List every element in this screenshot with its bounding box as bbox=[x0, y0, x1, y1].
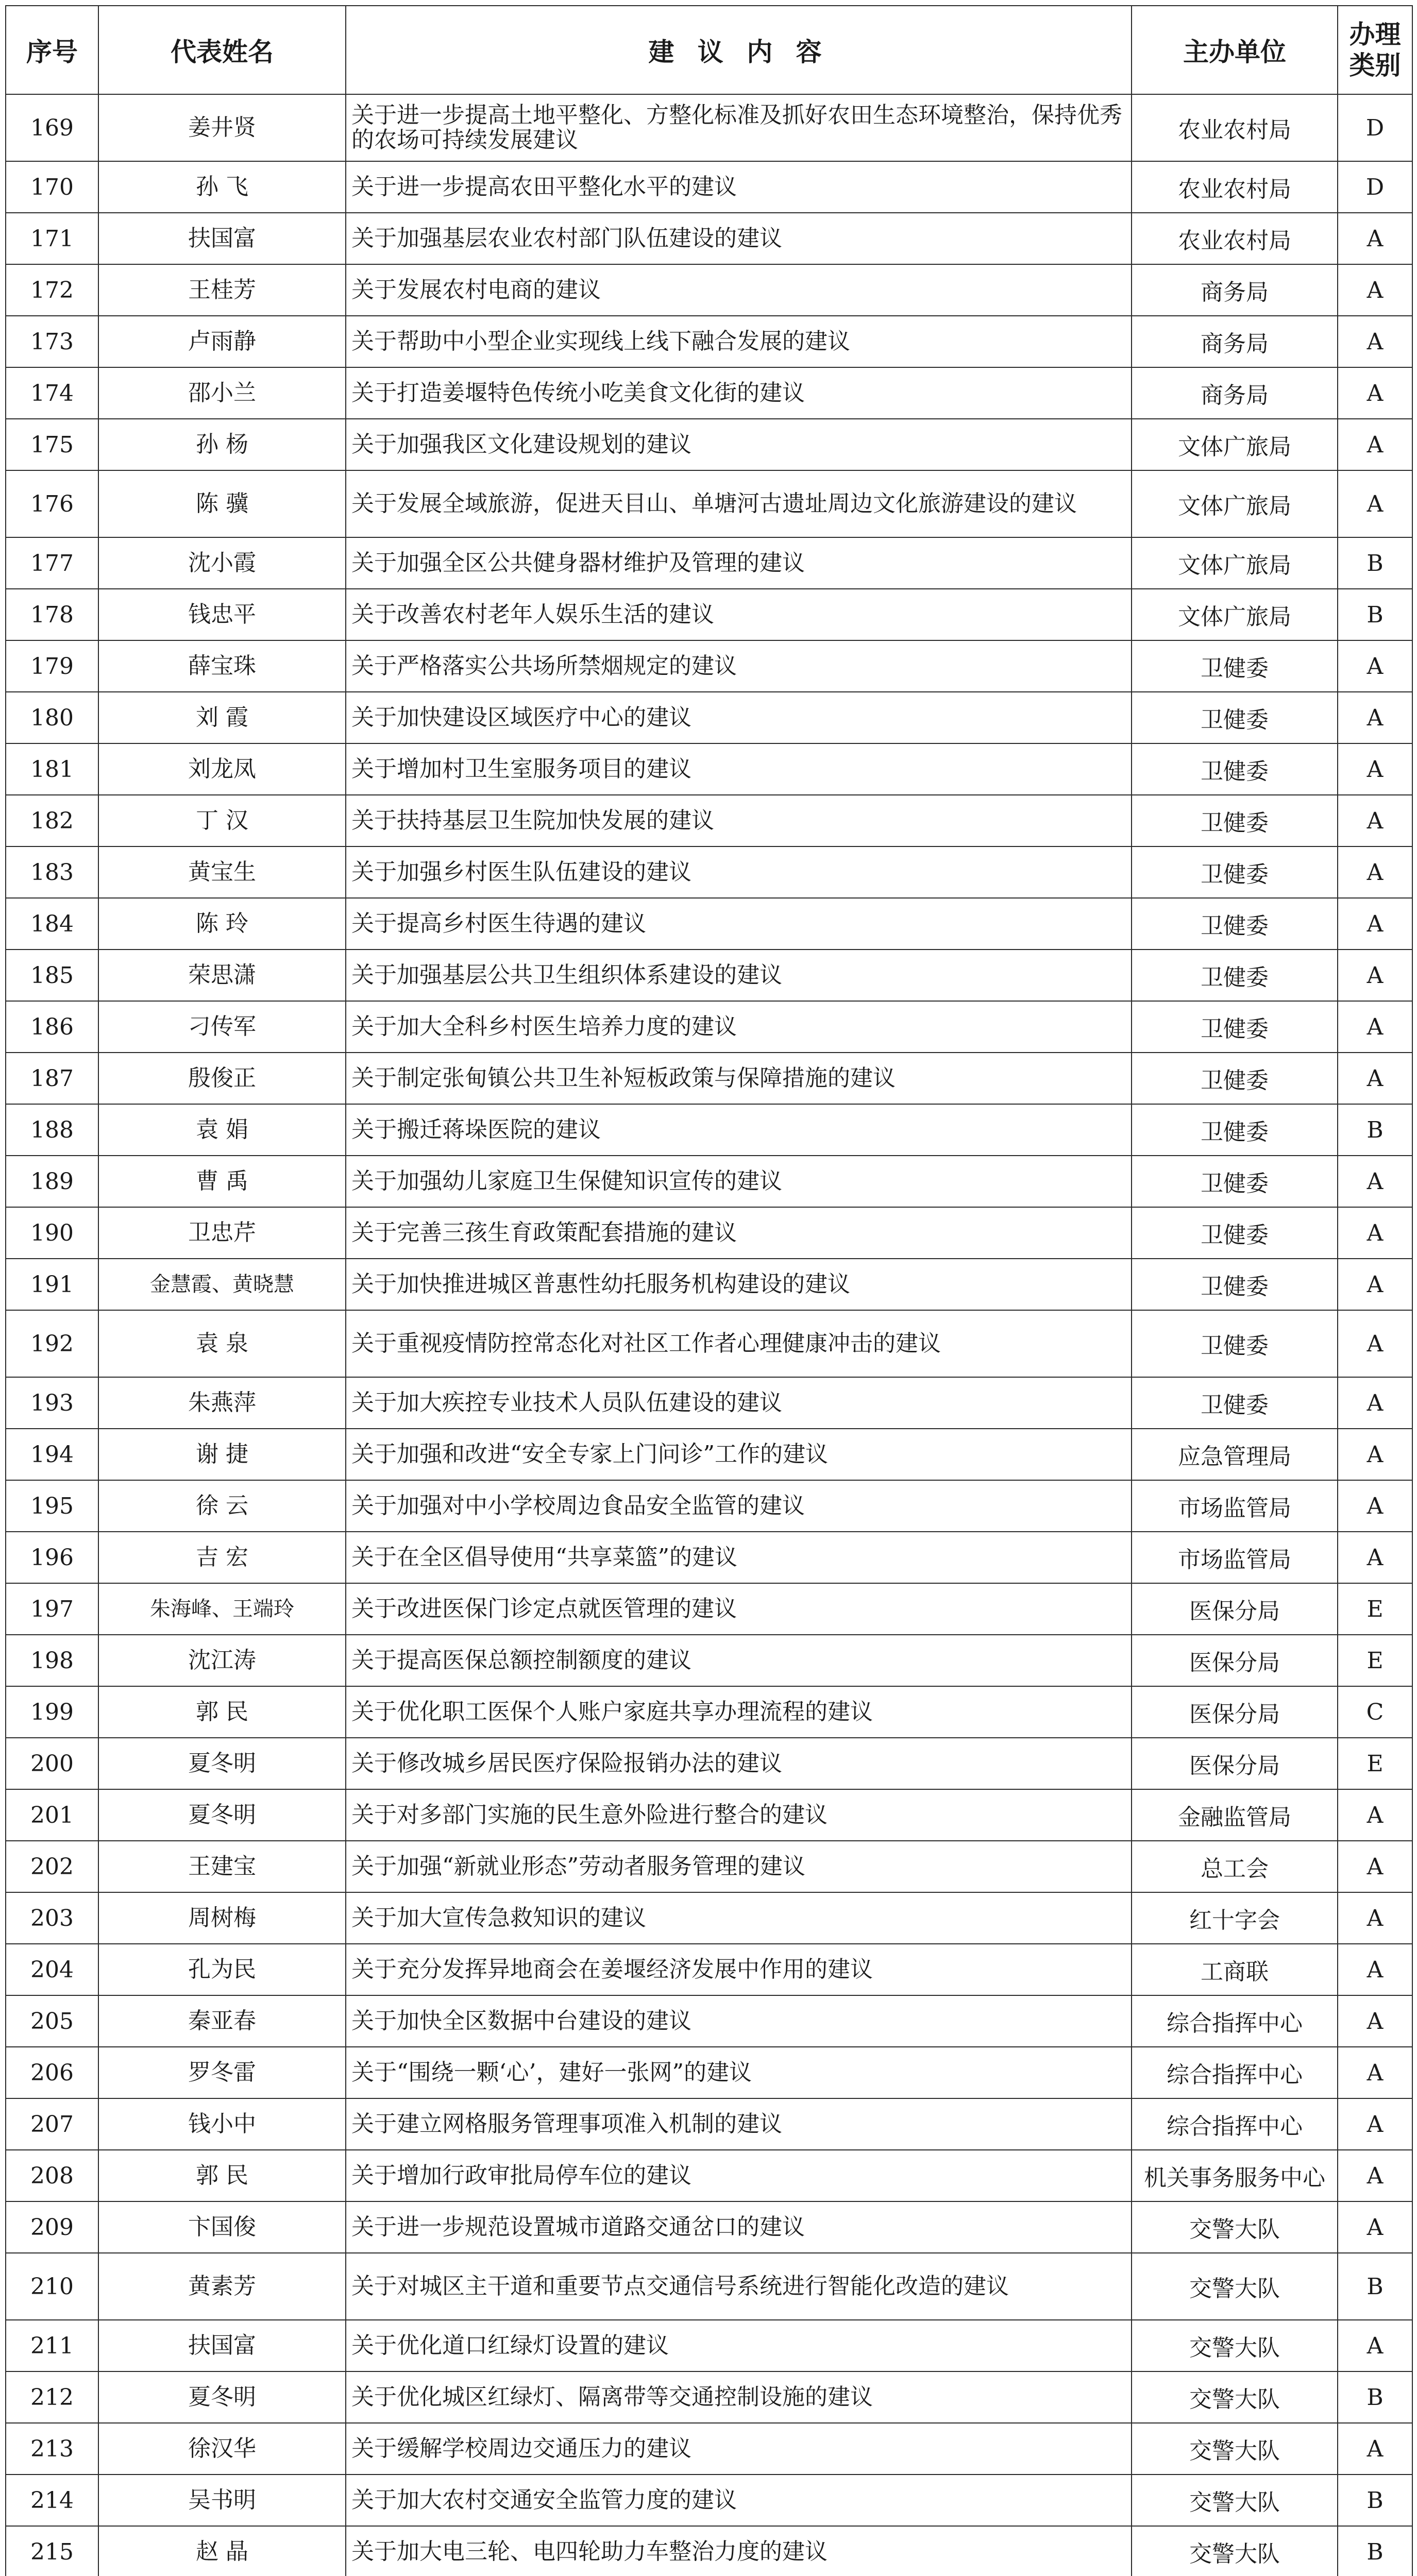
suggestion-title: 关于制定张甸镇公共卫生补短板政策与保障措施的建议 bbox=[346, 1053, 1132, 1104]
host-unit: 医保分局 bbox=[1132, 1583, 1338, 1635]
suggestion-title: 关于加大农村交通安全监管力度的建议 bbox=[346, 2475, 1132, 2526]
table-row bbox=[6, 2150, 1412, 2201]
representative-name: 夏冬明 bbox=[98, 1738, 346, 1789]
suggestion-title: 关于优化职工医保个人账户家庭共享办理流程的建议 bbox=[346, 1686, 1132, 1738]
row-number: 202 bbox=[6, 1841, 98, 1892]
row-number: 177 bbox=[6, 537, 98, 589]
suggestion-table bbox=[5, 5, 1413, 2576]
row-number: 213 bbox=[6, 2423, 98, 2475]
host-unit: 卫健委 bbox=[1132, 795, 1338, 846]
handling-category: A bbox=[1338, 1310, 1412, 1377]
suggestion-title: 关于提高乡村医生待遇的建议 bbox=[346, 898, 1132, 950]
host-unit: 医保分局 bbox=[1132, 1738, 1338, 1789]
suggestion-title: 关于加强基层农业农村部门队伍建设的建议 bbox=[346, 213, 1132, 264]
suggestion-title: 关于增加村卫生室服务项目的建议 bbox=[346, 743, 1132, 795]
representative-name: 沈江涛 bbox=[98, 1635, 346, 1686]
host-unit: 农业农村局 bbox=[1132, 161, 1338, 213]
table-row bbox=[6, 1532, 1412, 1583]
row-number: 192 bbox=[6, 1310, 98, 1377]
suggestion-title: 关于打造姜堰特色传统小吃美食文化街的建议 bbox=[346, 367, 1132, 419]
representative-name: 丁 汉 bbox=[98, 795, 346, 846]
host-unit: 金融监管局 bbox=[1132, 1789, 1338, 1841]
table-row bbox=[6, 1738, 1412, 1789]
handling-category: A bbox=[1338, 2423, 1412, 2475]
table-row bbox=[6, 846, 1412, 898]
table-row bbox=[6, 2320, 1412, 2371]
table-row bbox=[6, 2423, 1412, 2475]
host-unit: 综合指挥中心 bbox=[1132, 1995, 1338, 2047]
table-row bbox=[6, 161, 1412, 213]
handling-category: A bbox=[1338, 2320, 1412, 2371]
row-number: 208 bbox=[6, 2150, 98, 2201]
table-row bbox=[6, 537, 1412, 589]
suggestion-title: 关于严格落实公共场所禁烟规定的建议 bbox=[346, 640, 1132, 692]
row-number: 203 bbox=[6, 1892, 98, 1944]
suggestion-title: 关于进一步提高土地平整化、方整化标准及抓好农田生态环境整治，保持优秀的农场可持续发展建议 bbox=[346, 94, 1132, 161]
table-row bbox=[6, 1944, 1412, 1995]
handling-category: A bbox=[1338, 1789, 1412, 1841]
host-unit: 工商联 bbox=[1132, 1944, 1338, 1995]
representative-name: 扶国富 bbox=[98, 2320, 346, 2371]
representative-name: 朱燕萍 bbox=[98, 1377, 346, 1429]
table-row bbox=[6, 1635, 1412, 1686]
table-row bbox=[6, 692, 1412, 743]
suggestion-title: 关于加强我区文化建设规划的建议 bbox=[346, 419, 1132, 470]
host-unit: 总工会 bbox=[1132, 1841, 1338, 1892]
representative-name: 夏冬明 bbox=[98, 1789, 346, 1841]
host-unit: 医保分局 bbox=[1132, 1635, 1338, 1686]
suggestion-title: 关于加强幼儿家庭卫生保健知识宣传的建议 bbox=[346, 1156, 1132, 1207]
handling-category: A bbox=[1338, 1429, 1412, 1480]
table-body bbox=[6, 94, 1412, 2576]
table-row bbox=[6, 1480, 1412, 1532]
suggestion-title: 关于加快推进城区普惠性幼托服务机构建设的建议 bbox=[346, 1259, 1132, 1310]
representative-name: 陈 骥 bbox=[98, 470, 346, 537]
table-row bbox=[6, 2201, 1412, 2253]
host-unit: 卫健委 bbox=[1132, 640, 1338, 692]
representative-name: 扶国富 bbox=[98, 213, 346, 264]
representative-name: 王桂芳 bbox=[98, 264, 346, 316]
host-unit: 医保分局 bbox=[1132, 1686, 1338, 1738]
suggestion-title: 关于缓解学校周边交通压力的建议 bbox=[346, 2423, 1132, 2475]
table-row bbox=[6, 2371, 1412, 2423]
table-row bbox=[6, 2475, 1412, 2526]
header-no: 序号 bbox=[6, 6, 98, 94]
host-unit: 卫健委 bbox=[1132, 1104, 1338, 1156]
representative-name: 郭 民 bbox=[98, 2150, 346, 2201]
table-row bbox=[6, 94, 1412, 161]
row-number: 171 bbox=[6, 213, 98, 264]
suggestion-title: 关于对多部门实施的民生意外险进行整合的建议 bbox=[346, 1789, 1132, 1841]
row-number: 169 bbox=[6, 94, 98, 161]
representative-name: 沈小霞 bbox=[98, 537, 346, 589]
host-unit: 文体广旅局 bbox=[1132, 470, 1338, 537]
suggestion-title: 关于加大宣传急救知识的建议 bbox=[346, 1892, 1132, 1944]
representative-name: 袁 泉 bbox=[98, 1310, 346, 1377]
representative-name: 邵小兰 bbox=[98, 367, 346, 419]
handling-category: A bbox=[1338, 898, 1412, 950]
row-number: 176 bbox=[6, 470, 98, 537]
handling-category: B bbox=[1338, 589, 1412, 640]
representative-name: 荣思潇 bbox=[98, 950, 346, 1001]
representative-name: 吉 宏 bbox=[98, 1532, 346, 1583]
host-unit: 交警大队 bbox=[1132, 2371, 1338, 2423]
representative-name: 孙 飞 bbox=[98, 161, 346, 213]
host-unit: 文体广旅局 bbox=[1132, 589, 1338, 640]
row-number: 210 bbox=[6, 2253, 98, 2320]
suggestion-title: 关于在全区倡导使用“共享菜篮”的建议 bbox=[346, 1532, 1132, 1583]
representative-name: 徐 云 bbox=[98, 1480, 346, 1532]
table-row bbox=[6, 640, 1412, 692]
header-type bbox=[1338, 6, 1412, 94]
table-row bbox=[6, 2047, 1412, 2098]
host-unit: 商务局 bbox=[1132, 264, 1338, 316]
host-unit: 综合指挥中心 bbox=[1132, 2098, 1338, 2150]
row-number: 209 bbox=[6, 2201, 98, 2253]
suggestion-title: 关于搬迁蒋垛医院的建议 bbox=[346, 1104, 1132, 1156]
representative-name: 袁 娟 bbox=[98, 1104, 346, 1156]
suggestion-title: 关于“围绕一颗‘心’，建好一张网”的建议 bbox=[346, 2047, 1132, 2098]
row-number: 215 bbox=[6, 2526, 98, 2576]
row-number: 205 bbox=[6, 1995, 98, 2047]
row-number: 201 bbox=[6, 1789, 98, 1841]
host-unit: 交警大队 bbox=[1132, 2526, 1338, 2576]
host-unit: 交警大队 bbox=[1132, 2475, 1338, 2526]
handling-category: A bbox=[1338, 1259, 1412, 1310]
representative-name: 郭 民 bbox=[98, 1686, 346, 1738]
host-unit: 卫健委 bbox=[1132, 743, 1338, 795]
representative-name: 姜井贤 bbox=[98, 94, 346, 161]
suggestion-title: 关于扶持基层卫生院加快发展的建议 bbox=[346, 795, 1132, 846]
header-unit: 主办单位 bbox=[1132, 6, 1338, 94]
handling-category: A bbox=[1338, 692, 1412, 743]
header-content: 建 议 内 容 bbox=[346, 6, 1132, 94]
representative-name: 曹 禹 bbox=[98, 1156, 346, 1207]
table-row bbox=[6, 1892, 1412, 1944]
suggestion-title: 关于加强对中小学校周边食品安全监管的建议 bbox=[346, 1480, 1132, 1532]
row-number: 184 bbox=[6, 898, 98, 950]
handling-category: C bbox=[1338, 1686, 1412, 1738]
handling-category: A bbox=[1338, 846, 1412, 898]
handling-category: A bbox=[1338, 1944, 1412, 1995]
table-row bbox=[6, 1104, 1412, 1156]
representative-name: 罗冬雷 bbox=[98, 2047, 346, 2098]
suggestion-title: 关于发展全域旅游，促进天目山、单塘河古遗址周边文化旅游建设的建议 bbox=[346, 470, 1132, 537]
handling-category: A bbox=[1338, 1995, 1412, 2047]
handling-category: B bbox=[1338, 537, 1412, 589]
host-unit: 商务局 bbox=[1132, 367, 1338, 419]
table-row bbox=[6, 1686, 1412, 1738]
handling-category: A bbox=[1338, 1207, 1412, 1259]
handling-category: A bbox=[1338, 2150, 1412, 2201]
suggestion-title: 关于重视疫情防控常态化对社区工作者心理健康冲击的建议 bbox=[346, 1310, 1132, 1377]
row-number: 194 bbox=[6, 1429, 98, 1480]
representative-name: 刘 霞 bbox=[98, 692, 346, 743]
representative-name: 孙 杨 bbox=[98, 419, 346, 470]
row-number: 174 bbox=[6, 367, 98, 419]
host-unit: 市场监管局 bbox=[1132, 1480, 1338, 1532]
representative-name: 刘龙凤 bbox=[98, 743, 346, 795]
row-number: 191 bbox=[6, 1259, 98, 1310]
host-unit: 交警大队 bbox=[1132, 2201, 1338, 2253]
suggestion-title: 关于加大疾控专业技术人员队伍建设的建议 bbox=[346, 1377, 1132, 1429]
table-row bbox=[6, 1995, 1412, 2047]
host-unit: 机关事务服务中心 bbox=[1132, 2150, 1338, 2201]
table-row bbox=[6, 213, 1412, 264]
host-unit: 农业农村局 bbox=[1132, 94, 1338, 161]
suggestion-title: 关于加大全科乡村医生培养力度的建议 bbox=[346, 1001, 1132, 1053]
table-row bbox=[6, 2098, 1412, 2150]
table-row bbox=[6, 1429, 1412, 1480]
table-row bbox=[6, 1156, 1412, 1207]
representative-name: 陈 玲 bbox=[98, 898, 346, 950]
handling-category: A bbox=[1338, 264, 1412, 316]
representative-name: 周树梅 bbox=[98, 1892, 346, 1944]
host-unit: 卫健委 bbox=[1132, 950, 1338, 1001]
row-number: 182 bbox=[6, 795, 98, 846]
suggestion-title: 关于增加行政审批局停车位的建议 bbox=[346, 2150, 1132, 2201]
representative-name: 殷俊正 bbox=[98, 1053, 346, 1104]
representative-name: 黄宝生 bbox=[98, 846, 346, 898]
handling-category: A bbox=[1338, 1892, 1412, 1944]
handling-category: D bbox=[1338, 94, 1412, 161]
handling-category: B bbox=[1338, 2371, 1412, 2423]
representative-name: 朱海峰、王端玲 bbox=[98, 1583, 346, 1635]
host-unit: 卫健委 bbox=[1132, 1377, 1338, 1429]
row-number: 204 bbox=[6, 1944, 98, 1995]
suggestion-title: 关于充分发挥异地商会在姜堰经济发展中作用的建议 bbox=[346, 1944, 1132, 1995]
representative-name: 吴书明 bbox=[98, 2475, 346, 2526]
suggestion-title: 关于提高医保总额控制额度的建议 bbox=[346, 1635, 1132, 1686]
suggestion-title: 关于加大电三轮、电四轮助力车整治力度的建议 bbox=[346, 2526, 1132, 2576]
table-row bbox=[6, 1583, 1412, 1635]
host-unit: 交警大队 bbox=[1132, 2253, 1338, 2320]
handling-category: A bbox=[1338, 1001, 1412, 1053]
table-row bbox=[6, 264, 1412, 316]
suggestion-title: 关于加强和改进“安全专家上门问诊”工作的建议 bbox=[346, 1429, 1132, 1480]
row-number: 207 bbox=[6, 2098, 98, 2150]
suggestion-title: 关于加强全区公共健身器材维护及管理的建议 bbox=[346, 537, 1132, 589]
handling-category: B bbox=[1338, 2526, 1412, 2576]
row-number: 186 bbox=[6, 1001, 98, 1053]
handling-category: B bbox=[1338, 2253, 1412, 2320]
table-row bbox=[6, 1259, 1412, 1310]
table-row bbox=[6, 1053, 1412, 1104]
host-unit: 交警大队 bbox=[1132, 2320, 1338, 2371]
suggestion-title: 关于加强乡村医生队伍建设的建议 bbox=[346, 846, 1132, 898]
representative-name: 黄素芳 bbox=[98, 2253, 346, 2320]
host-unit: 卫健委 bbox=[1132, 1310, 1338, 1377]
host-unit: 卫健委 bbox=[1132, 1156, 1338, 1207]
row-number: 195 bbox=[6, 1480, 98, 1532]
handling-category: A bbox=[1338, 1480, 1412, 1532]
handling-category: A bbox=[1338, 950, 1412, 1001]
handling-category: A bbox=[1338, 367, 1412, 419]
row-number: 181 bbox=[6, 743, 98, 795]
suggestion-title: 关于改进医保门诊定点就医管理的建议 bbox=[346, 1583, 1132, 1635]
row-number: 185 bbox=[6, 950, 98, 1001]
table-row bbox=[6, 1001, 1412, 1053]
host-unit: 卫健委 bbox=[1132, 898, 1338, 950]
table-row bbox=[6, 316, 1412, 367]
handling-category: A bbox=[1338, 1156, 1412, 1207]
suggestion-title: 关于建立网格服务管理事项准入机制的建议 bbox=[346, 2098, 1132, 2150]
table-row bbox=[6, 1789, 1412, 1841]
suggestion-title: 关于对城区主干道和重要节点交通信号系统进行智能化改造的建议 bbox=[346, 2253, 1132, 2320]
handling-category: E bbox=[1338, 1635, 1412, 1686]
host-unit: 卫健委 bbox=[1132, 1053, 1338, 1104]
suggestion-title: 关于加强“新就业形态”劳动者服务管理的建议 bbox=[346, 1841, 1132, 1892]
handling-category: A bbox=[1338, 213, 1412, 264]
handling-category: B bbox=[1338, 1104, 1412, 1156]
handling-category: A bbox=[1338, 419, 1412, 470]
representative-name: 徐汉华 bbox=[98, 2423, 346, 2475]
row-number: 179 bbox=[6, 640, 98, 692]
row-number: 193 bbox=[6, 1377, 98, 1429]
header-type-line1: 办理 bbox=[1349, 20, 1401, 49]
host-unit: 应急管理局 bbox=[1132, 1429, 1338, 1480]
table-row bbox=[6, 2526, 1412, 2576]
handling-category: B bbox=[1338, 2475, 1412, 2526]
suggestion-title: 关于修改城乡居民医疗保险报销办法的建议 bbox=[346, 1738, 1132, 1789]
handling-category: A bbox=[1338, 640, 1412, 692]
host-unit: 卫健委 bbox=[1132, 846, 1338, 898]
representative-name: 卫忠芹 bbox=[98, 1207, 346, 1259]
row-number: 206 bbox=[6, 2047, 98, 2098]
host-unit: 卫健委 bbox=[1132, 1001, 1338, 1053]
row-number: 187 bbox=[6, 1053, 98, 1104]
table-row bbox=[6, 950, 1412, 1001]
table-row bbox=[6, 743, 1412, 795]
host-unit: 商务局 bbox=[1132, 316, 1338, 367]
handling-category: A bbox=[1338, 1532, 1412, 1583]
page bbox=[5, 5, 1412, 2576]
row-number: 211 bbox=[6, 2320, 98, 2371]
handling-category: D bbox=[1338, 161, 1412, 213]
suggestion-title: 关于加快全区数据中台建设的建议 bbox=[346, 1995, 1132, 2047]
suggestion-title: 关于进一步提高农田平整化水平的建议 bbox=[346, 161, 1132, 213]
table-header bbox=[6, 6, 1412, 94]
suggestion-title: 关于优化道口红绿灯设置的建议 bbox=[346, 2320, 1132, 2371]
handling-category: A bbox=[1338, 2098, 1412, 2150]
representative-name: 孔为民 bbox=[98, 1944, 346, 1995]
representative-name: 薛宝珠 bbox=[98, 640, 346, 692]
suggestion-title: 关于优化城区红绿灯、隔离带等交通控制设施的建议 bbox=[346, 2371, 1132, 2423]
table-row bbox=[6, 1377, 1412, 1429]
representative-name: 王建宝 bbox=[98, 1841, 346, 1892]
suggestion-title: 关于改善农村老年人娱乐生活的建议 bbox=[346, 589, 1132, 640]
row-number: 190 bbox=[6, 1207, 98, 1259]
row-number: 200 bbox=[6, 1738, 98, 1789]
table-row bbox=[6, 419, 1412, 470]
representative-name: 谢 捷 bbox=[98, 1429, 346, 1480]
handling-category: A bbox=[1338, 1377, 1412, 1429]
row-number: 189 bbox=[6, 1156, 98, 1207]
table-row bbox=[6, 1841, 1412, 1892]
host-unit: 市场监管局 bbox=[1132, 1532, 1338, 1583]
suggestion-title: 关于加快建设区域医疗中心的建议 bbox=[346, 692, 1132, 743]
header-type-line2: 类别 bbox=[1349, 50, 1401, 80]
representative-name: 钱忠平 bbox=[98, 589, 346, 640]
representative-name: 夏冬明 bbox=[98, 2371, 346, 2423]
suggestion-title: 关于加强基层公共卫生组织体系建设的建议 bbox=[346, 950, 1132, 1001]
row-number: 178 bbox=[6, 589, 98, 640]
representative-name: 赵 晶 bbox=[98, 2526, 346, 2576]
table-row bbox=[6, 1207, 1412, 1259]
row-number: 172 bbox=[6, 264, 98, 316]
handling-category: A bbox=[1338, 2201, 1412, 2253]
row-number: 188 bbox=[6, 1104, 98, 1156]
row-number: 175 bbox=[6, 419, 98, 470]
handling-category: A bbox=[1338, 470, 1412, 537]
table-row bbox=[6, 1310, 1412, 1377]
representative-name: 钱小中 bbox=[98, 2098, 346, 2150]
handling-category: A bbox=[1338, 2047, 1412, 2098]
host-unit: 交警大队 bbox=[1132, 2423, 1338, 2475]
table-row bbox=[6, 795, 1412, 846]
representative-name: 秦亚春 bbox=[98, 1995, 346, 2047]
row-number: 183 bbox=[6, 846, 98, 898]
suggestion-title: 关于帮助中小型企业实现线上线下融合发展的建议 bbox=[346, 316, 1132, 367]
row-number: 212 bbox=[6, 2371, 98, 2423]
row-number: 198 bbox=[6, 1635, 98, 1686]
handling-category: A bbox=[1338, 795, 1412, 846]
host-unit: 卫健委 bbox=[1132, 1259, 1338, 1310]
host-unit: 文体广旅局 bbox=[1132, 419, 1338, 470]
host-unit: 农业农村局 bbox=[1132, 213, 1338, 264]
row-number: 197 bbox=[6, 1583, 98, 1635]
host-unit: 卫健委 bbox=[1132, 692, 1338, 743]
row-number: 180 bbox=[6, 692, 98, 743]
host-unit: 红十字会 bbox=[1132, 1892, 1338, 1944]
row-number: 196 bbox=[6, 1532, 98, 1583]
representative-name: 卞国俊 bbox=[98, 2201, 346, 2253]
table-row bbox=[6, 898, 1412, 950]
handling-category: A bbox=[1338, 1841, 1412, 1892]
row-number: 199 bbox=[6, 1686, 98, 1738]
host-unit: 综合指挥中心 bbox=[1132, 2047, 1338, 2098]
table-row bbox=[6, 589, 1412, 640]
representative-name: 刁传军 bbox=[98, 1001, 346, 1053]
representative-name: 卢雨静 bbox=[98, 316, 346, 367]
host-unit: 卫健委 bbox=[1132, 1207, 1338, 1259]
table-row bbox=[6, 367, 1412, 419]
representative-name: 金慧霞、黄晓慧 bbox=[98, 1259, 346, 1310]
table-row bbox=[6, 2253, 1412, 2320]
host-unit: 文体广旅局 bbox=[1132, 537, 1338, 589]
suggestion-title: 关于进一步规范设置城市道路交通岔口的建议 bbox=[346, 2201, 1132, 2253]
handling-category: A bbox=[1338, 1053, 1412, 1104]
suggestion-title: 关于完善三孩生育政策配套措施的建议 bbox=[346, 1207, 1132, 1259]
table-row bbox=[6, 470, 1412, 537]
row-number: 214 bbox=[6, 2475, 98, 2526]
handling-category: E bbox=[1338, 1583, 1412, 1635]
handling-category: E bbox=[1338, 1738, 1412, 1789]
row-number: 173 bbox=[6, 316, 98, 367]
handling-category: A bbox=[1338, 743, 1412, 795]
handling-category: A bbox=[1338, 316, 1412, 367]
suggestion-title: 关于发展农村电商的建议 bbox=[346, 264, 1132, 316]
row-number: 170 bbox=[6, 161, 98, 213]
header-rep: 代表姓名 bbox=[98, 6, 346, 94]
